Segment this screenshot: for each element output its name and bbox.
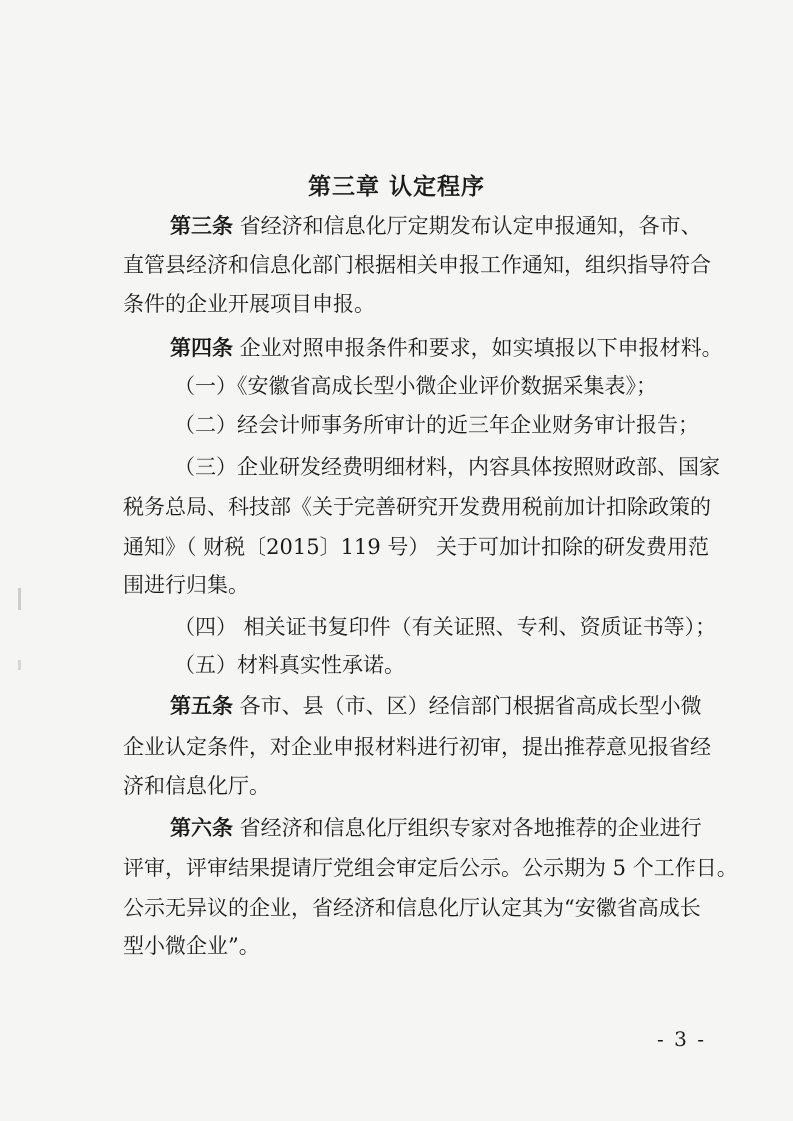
article-5-line-1: 第五条 各市、县（市、区）经信部门根据省高成长型小微	[170, 694, 702, 718]
article-6-line-4: 型小微企业”。	[123, 934, 260, 958]
item-4: （四） 相关证书复印件（有关证照、专利、资质证书等）；	[174, 615, 717, 639]
article-6-line-1: 第六条 省经济和信息化厅组织专家对各地推荐的企业进行	[170, 816, 702, 840]
article-5-line-2: 企业认定条件，对企业申报材料进行初审，提出推荐意见报省经	[123, 735, 711, 759]
item-5: （五）材料真实性承诺。	[174, 653, 405, 677]
item-3-line-4: 围进行归集。	[123, 573, 249, 597]
item-2: （二）经会计师事务所审计的近三年企业财务审计报告；	[174, 413, 699, 437]
item-3-line-3: 通知》（ 财税〔2015〕119 号） 关于可加计扣除的研发费用范	[123, 535, 710, 559]
item-1: （一）《安徽省高成长型小微企业评价数据采集表》；	[174, 374, 657, 398]
article-4-line-1: 第四条 企业对照申报条件和要求，如实填报以下申报材料。	[170, 336, 723, 360]
article-6-line-3: 公示无异议的企业，省经济和信息化厅认定其为“安徽省高成长	[123, 896, 701, 920]
scan-mark	[18, 588, 21, 610]
article-3-line-2: 直管县经济和信息化部门根据相关申报工作通知，组织指导符合	[123, 253, 711, 277]
article-3-label: 第三条	[170, 214, 233, 238]
article-5-line-3: 济和信息化厅。	[123, 774, 270, 798]
article-6-label: 第六条	[170, 816, 233, 840]
chapter-title: 第三章 认定程序	[307, 174, 485, 200]
page-number: - 3 -	[657, 1027, 706, 1051]
scan-mark	[18, 660, 21, 670]
article-3-line-1: 第三条 省经济和信息化厅定期发布认定申报通知，各市、	[170, 214, 702, 238]
article-5-label: 第五条	[170, 694, 233, 718]
article-3-line-3: 条件的企业开展项目申报。	[123, 292, 375, 316]
item-3-line-1: （三）企业研发经费明细材料，内容具体按照财政部、国家	[174, 455, 720, 479]
item-3-line-2: 税务总局、科技部《关于完善研究开发费用税前加计扣除政策的	[123, 495, 711, 519]
article-6-line-2: 评审，评审结果提请厅党组会审定后公示。公示期为 5 个工作日。	[123, 856, 738, 880]
article-4-label: 第四条	[170, 336, 233, 360]
